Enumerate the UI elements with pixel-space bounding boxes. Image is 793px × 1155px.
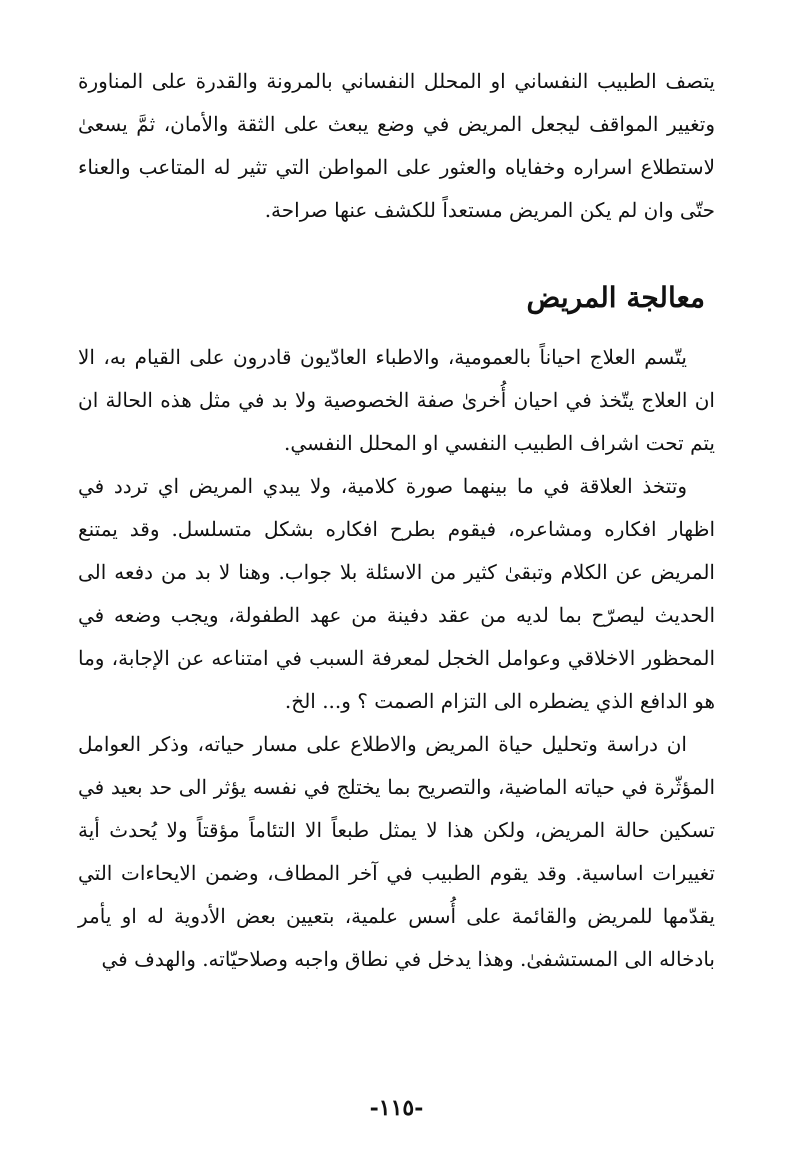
body-paragraph-2: وتتخذ العلاقة في ما بينهما صورة كلامية، ولا يبدي المريض اي تردد في اظهار افكاره ومشاعره، فيقوم بطرح افكاره بشكل متسلسل. وقد يمتنع المريض عن الكلام وتبقىٰ كثير من الاسئلة بلا جواب. وهنا لا بد من دفعه الى الحديث ليصرّح بما لديه من عقد دفينة من عهد الطفولة، ويجب وضعه في المحظور الاخلاقي وعوامل الخجل لمعرفة السبب في امتناعه عن الإجابة، وما هو الدافع الذي يضطره الى التزام الصمت ؟ و... الخ.	[78, 474, 716, 713]
intro-paragraph: يتصف الطبيب النفساني او المحلل النفساني بالمرونة والقدرة على المناورة وتغيير المواقف ليجعل المريض في وضع يبعث على الثقة والأمان، ثمَّ يسعىٰ لاستطلاع اسراره وخفاياه والعثور على المواطن التي تثير له المتاعب والعناء حتّى وان لم يكن المريض مستعداً للكشف عنها صراحة.	[78, 69, 716, 222]
page-body	[78, 60, 715, 981]
section-heading: معالجة المريض	[526, 281, 705, 314]
body-paragraph-1: يتّسم العلاج احياناً بالعمومية، والاطباء العادّيون قادرون على القيام به، الا ان العلاج يتّخذ في احيان أُخرىٰ صفة الخصوصية ولا بد في مثل هذه الحالة ان يتم تحت اشراف الطبيب النفسي او المحلل النفسي.	[78, 345, 715, 455]
body-paragraph-3: ان دراسة وتحليل حياة المريض والاطلاع على مسار حياته، وذكر العوامل المؤثّرة في حياته الماضية، والتصريح بما يختلج في نفسه يؤثر الى حد بعيد في تسكين حالة المريض، ولكن هذا لا يمثل طبعاً الا التئاماً مؤقتاً ولا يُحدث أية تغييرات اساسية. وقد يقوم الطبيب في آخر المطاف، وضمن الايحاءات التي يقدّمها للمريض والقائمة على أُسس علمية، بتعيين بعض الأدوية له او يأمر بادخاله الى المستشفىٰ. وهذا يدخل في نطاق واجبه وصلاحيّاته. والهدف في	[78, 732, 715, 971]
page-number: -١١٥-	[369, 1095, 424, 1121]
